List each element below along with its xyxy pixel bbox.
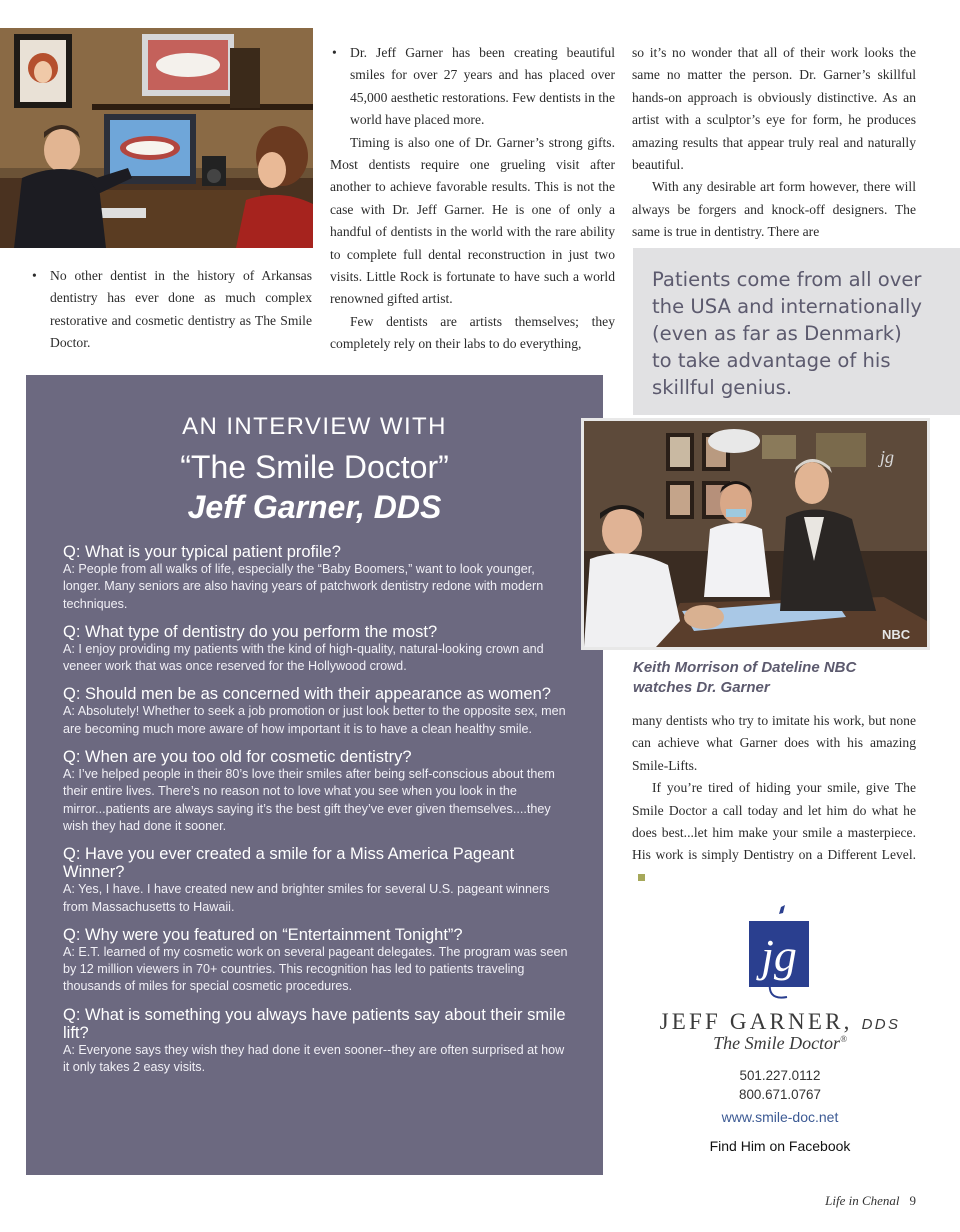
logo-tagline-text: The Smile Doctor (713, 1033, 841, 1053)
photo-caption-line-1: Keith Morrison of Dateline NBC (633, 659, 857, 676)
middle-paragraph-1: Timing is also one of Dr. Garner’s strong gifts. Most dentists require one grueling visit after another to achieve favorable results. This is not the case with Dr. Jeff Garner. He is one of only a handful of dentists in the world with the rare ability to complete full dental reconstruction in just two visits. Little Rock is fortunate to have such a world renowned gifted artist. (330, 134, 615, 307)
question: Q: Should men be as concerned with their appearance as women? (63, 685, 551, 704)
website-link[interactable]: www.smile-doc.net (721, 1109, 839, 1125)
end-mark-icon (638, 874, 645, 881)
photo-caption (633, 658, 923, 698)
interview-kicker: AN INTERVIEW WITH (182, 413, 447, 440)
qa-list (63, 543, 573, 1086)
pull-quote-line: the USA and internationally (652, 295, 923, 318)
phone-number-2: 800.671.0767 (739, 1087, 821, 1102)
qa-item (63, 1006, 573, 1077)
nbc-logo: NBC (882, 627, 911, 642)
answer: A: Yes, I have. I have created new and brighter smiles for several U.S. pageant winners from Massachusetts to Hawaii. (63, 882, 550, 914)
qa-item (63, 623, 573, 676)
interview-name: Jeff Garner, DDS (187, 489, 442, 525)
logo-tagline (640, 1033, 920, 1054)
right-paragraph-4 (632, 777, 916, 889)
page-footer (825, 1193, 916, 1209)
pull-quote-line: (even as far as Denmark) (652, 322, 902, 345)
question: Q: What is something you always have patients say about their smile lift? (63, 1005, 566, 1042)
question: Q: Have you ever created a smile for a Miss America Pageant Winner? (63, 845, 515, 882)
photo-caption-line-2: watches Dr. Garner (633, 679, 770, 696)
right-column-bottom (632, 710, 916, 889)
interview-box (26, 375, 603, 1175)
photo-dateline-procedure-image (584, 421, 927, 647)
phone-number-1: 501.227.0112 (739, 1068, 821, 1083)
publication-name: Life in Chenal (825, 1193, 900, 1208)
qa-item (63, 685, 573, 738)
qa-item (63, 926, 573, 996)
answer: A: People from all walks of life, especially the “Baby Boomers,” want to look younger, longer. Many seniors are also having years of patchwork dentistry redone with modern techniques. (63, 562, 544, 611)
pull-quote-line: skillful genius. (652, 376, 793, 399)
interview-title: “The Smile Doctor” (180, 449, 449, 485)
qa-item (63, 543, 573, 613)
answer: A: I enjoy providing my patients with the kind of high-quality, natural-looking crown and veneer work that was once reserved for the Hollywood crowd. (63, 641, 544, 674)
logo-name-text: JEFF GARNER, (659, 1009, 853, 1034)
answer: A: Everyone says they wish they had done it even sooner--they are often surprised at how it only takes 2 easy visits. (63, 1042, 565, 1075)
right-paragraph-2: With any desirable art form however, there will always be forgers and knock-off designers. The same is true in dentistry. There are (632, 179, 916, 240)
photo-dateline-procedure (581, 418, 930, 650)
middle-paragraph-2: Few dentists are artists themselves; they completely rely on their labs to do everything, (330, 313, 615, 352)
question: Q: Why were you featured on “Entertainment Tonight”? (63, 925, 463, 944)
middle-column (330, 42, 615, 356)
watermark-icon: jg (880, 447, 895, 467)
right-paragraph-4-text: If you’re tired of hiding your smile, give The Smile Doctor a call today and let him do what he does best...let him make your smile a masterpiece. His work is simply Dentistry on a Different Level. (632, 780, 916, 863)
question: Q: When are you too old for cosmetic dentistry? (63, 748, 412, 767)
qa-item (63, 748, 573, 835)
left-bullet-text: • No other dentist in the history of Arkansas dentistry has ever done as much complex restorative and cosmetic dentistry as The Smile Doctor. (30, 265, 312, 355)
question: Q: What is your typical patient profile? (63, 543, 341, 561)
answer: A: Absolutely! Whether to seek a job promotion or just look better to the opposite sex, men are becoming much more aware of how important it is to have a clean healthy smile. (63, 704, 566, 736)
photo-dentist-monitor (0, 28, 313, 248)
pull-quote-line: to take advantage of his (652, 349, 891, 372)
answer: A: E.T. learned of my cosmetic work on several pageant delegates. The program was seen by 12 million viewers in 70+ countries. This recognition has led to patients traveling thousands of miles for special cosmetic procedures. (63, 944, 568, 994)
logo-suffix: DDS (861, 1016, 901, 1033)
right-paragraph-1: so it’s no wonder that all of their work looks the same no matter the person. Dr. Garner’s skillful hands-on approach is obviously distinctive. As an artist with a sculptor’s eye for form, he produces amazing results that appear truly real and naturally beautiful. (632, 45, 916, 173)
middle-bullet-text: • Dr. Jeff Garner has been creating beautiful smiles for over 27 years and has placed over 45,000 aesthetic restorations. Few dentists in the world have placed more. (330, 42, 615, 132)
jg-monogram-icon (741, 905, 817, 1005)
logo-name (640, 1009, 920, 1035)
monogram-text: jg (761, 930, 797, 981)
qa-item (63, 845, 573, 916)
registered-mark: ® (840, 1034, 847, 1044)
right-paragraph-3: many dentists who try to imitate his work, but none can achieve what Garner does with his amazing Smile-Lifts. (632, 713, 916, 773)
question: Q: What type of dentistry do you perform the most? (63, 622, 438, 641)
pull-quote-line: Patients come from all over (652, 268, 922, 291)
facebook-link[interactable]: Find Him on Facebook (709, 1138, 851, 1154)
photo-dentist-monitor-image (0, 28, 313, 248)
page-number: 9 (909, 1193, 916, 1208)
answer: A: I’ve helped people in their 80’s love their smiles after being self-conscious about them their entire lives. There’s no reason not to love what you see when you look in the mirror...patients are always saying it’s the best gift they’ve ever given themselves....they wish they had done it sooner. (63, 767, 555, 833)
right-column-top (632, 42, 916, 244)
left-column (30, 265, 312, 355)
pull-quote (633, 248, 960, 415)
